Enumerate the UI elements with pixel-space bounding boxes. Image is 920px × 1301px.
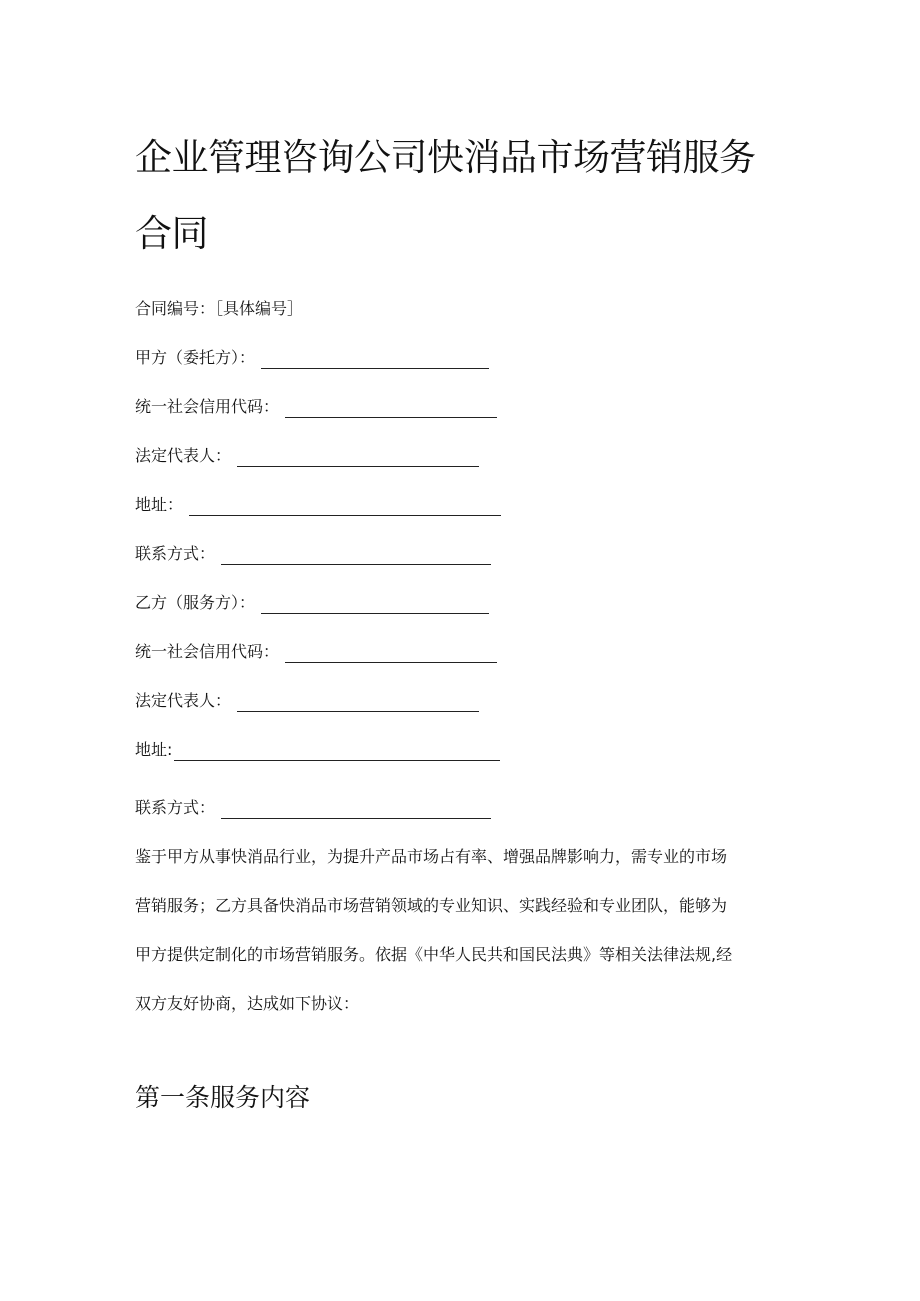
preamble-paragraph	[135, 832, 775, 1028]
party-a-address-blank[interactable]	[189, 499, 501, 516]
party-a-name-field	[135, 347, 489, 369]
party-b-legal-rep-field	[135, 690, 479, 712]
preamble-line-1: 鉴于甲方从事快消品行业，为提升产品市场占有率、增强品牌影响力，需专业的市场	[135, 847, 728, 866]
party-b-legal-rep-blank[interactable]	[237, 695, 479, 712]
party-b-contact-label: 联系方式：	[135, 798, 216, 817]
party-a-legal-rep-blank[interactable]	[237, 450, 479, 467]
party-b-name-field	[135, 592, 489, 614]
party-b-legal-rep-label: 法定代表人：	[135, 691, 232, 710]
section-1-heading: 第一条服务内容	[135, 1083, 311, 1112]
party-b-name-label: 乙方（服务方）：	[135, 593, 256, 612]
party-b-credit-code-label: 统一社会信用代码：	[135, 642, 280, 661]
party-b-contact-field	[135, 797, 491, 819]
preamble-line-3: 甲方提供定制化的市场营销服务。依据《中华人民共和国民法典》等相关法律法规,经	[135, 945, 733, 964]
party-a-name-blank[interactable]	[261, 352, 489, 369]
contract-number-label: 合同编号：［具体编号］	[135, 299, 304, 318]
party-a-name-label: 甲方（委托方）：	[135, 348, 256, 367]
party-a-legal-rep-field	[135, 445, 479, 467]
party-b-credit-code-blank[interactable]	[285, 646, 497, 663]
party-b-address-blank[interactable]	[174, 744, 500, 761]
party-a-credit-code-label: 统一社会信用代码：	[135, 397, 280, 416]
party-b-address-label: 地址:	[135, 740, 173, 759]
party-b-name-blank[interactable]	[261, 597, 489, 614]
document-title-line-1: 企业管理咨询公司快消品市场营销服务	[135, 136, 756, 179]
party-a-contact-field	[135, 543, 491, 565]
party-a-contact-label: 联系方式：	[135, 544, 216, 563]
party-b-credit-code-field	[135, 641, 497, 663]
preamble-line-4: 双方友好协商，达成如下协议：	[135, 994, 360, 1013]
party-a-address-label: 地址：	[135, 495, 184, 514]
party-a-credit-code-field	[135, 396, 497, 418]
party-a-credit-code-blank[interactable]	[285, 401, 497, 418]
party-a-legal-rep-label: 法定代表人：	[135, 446, 232, 465]
party-b-address-field	[135, 739, 500, 761]
party-a-contact-blank[interactable]	[221, 548, 491, 565]
contract-number	[135, 298, 303, 320]
document-title-line-2: 合同	[135, 212, 208, 255]
party-b-contact-blank[interactable]	[221, 802, 491, 819]
preamble-line-2: 营销服务；乙方具备快消品市场营销领域的专业知识、实践经验和专业团队，能够为	[135, 896, 728, 915]
party-a-address-field	[135, 494, 501, 516]
